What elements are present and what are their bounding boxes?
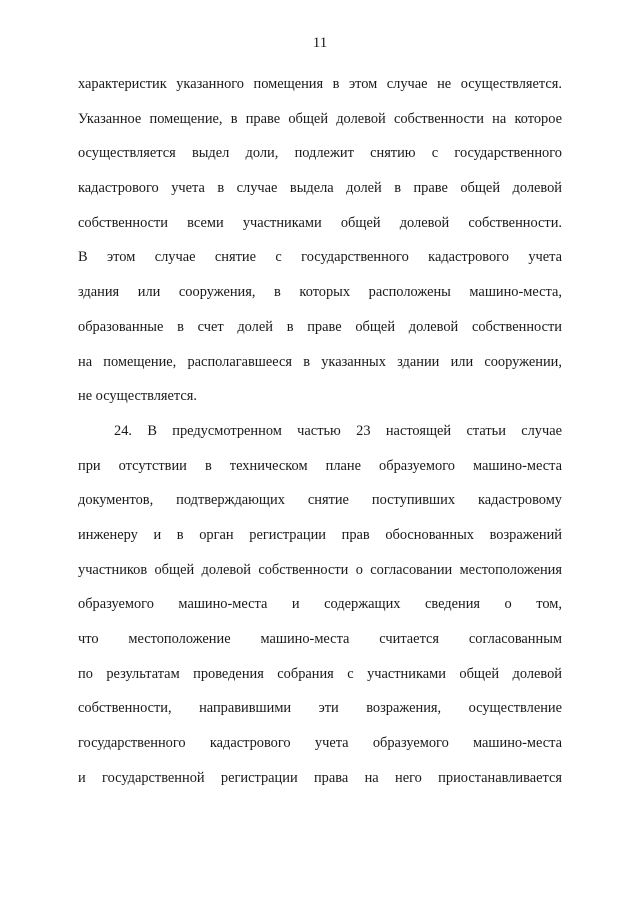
text-line: не осуществляется.: [78, 388, 197, 405]
text-line: документов, подтверждающих снятие поступивших кадастровому: [78, 492, 562, 509]
text-line: на помещение, располагавшееся в указанных здании или сооружении,: [78, 353, 562, 370]
text-line: образованные в счет долей в праве общей долевой собственности: [78, 318, 562, 335]
text-line: по результатам проведения собрания с участниками общей долевой: [78, 665, 562, 682]
text-line: и государственной регистрации права на него приостанавливается: [78, 769, 562, 786]
text-line: государственного кадастрового учета образуемого машино-места: [78, 735, 562, 752]
text-line: здания или сооружения, в которых расположены машино-места,: [78, 284, 562, 301]
text-line: собственности, направившими эти возражения, осуществление: [78, 700, 562, 717]
text-line: В этом случае снятие с государственного кадастрового учета: [78, 249, 562, 266]
text-line: собственности всеми участниками общей долевой собственности.: [78, 214, 562, 231]
text-line: кадастрового учета в случае выдела долей в праве общей долевой: [78, 180, 562, 197]
text-line: характеристик указанного помещения в этом случае не осуществляется.: [78, 76, 562, 92]
text-line: при отсутствии в техническом плане образуемого машино-места: [78, 457, 562, 474]
paragraph-2: [78, 414, 562, 796]
text-line: инженеру и в орган регистрации прав обоснованных возражений: [78, 526, 562, 543]
text-line: участников общей долевой собственности о согласовании местоположения: [78, 561, 562, 578]
page-number: 11: [312, 35, 328, 51]
text-line: Указанное помещение, в праве общей долевой собственности на которое: [78, 110, 562, 127]
text-line: 24. В предусмотренном частью 23 настоящей статьи случае: [114, 422, 562, 439]
paragraph-1: [78, 67, 562, 414]
text-line: образуемого машино-места и содержащих сведения о том,: [78, 596, 562, 613]
document-body: [78, 67, 562, 795]
text-line: осуществляется выдел доли, подлежит снятию с государственного: [78, 145, 562, 162]
text-line: что местоположение машино-места считается согласованным: [78, 631, 562, 647]
